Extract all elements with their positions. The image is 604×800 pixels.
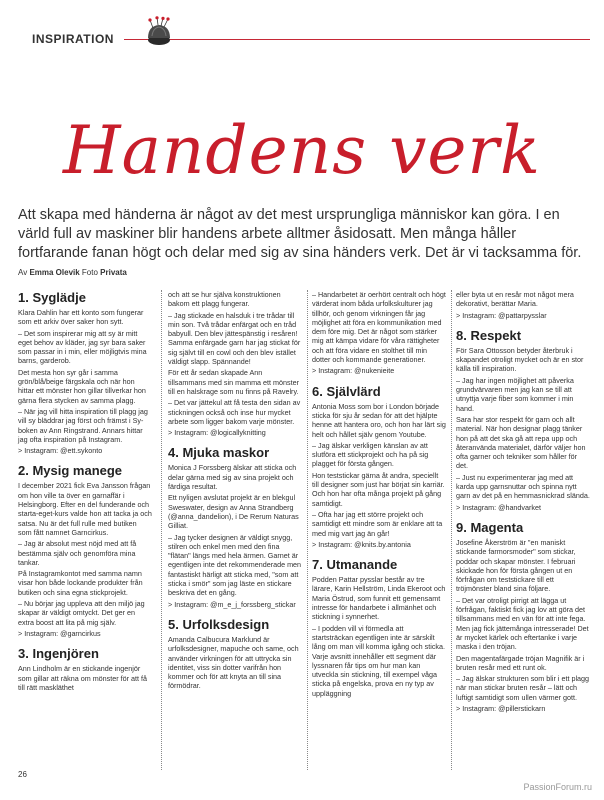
pincushion-icon [142,16,176,50]
body-paragraph: – Jag är absolut mest nöjd med att få bestämma själv och genomföra mina tankar. [18,539,137,567]
section-heading: 7. Utmanande [312,557,398,573]
instagram-handle: > Instagram: @m_e_j_forssberg_stickar [168,599,296,609]
body-paragraph: – Just nu experimenterar jag med att karda upp garnsnuttar och spinna nytt garn av det på en hemmasnickrad slända. [456,472,590,501]
body-paragraph: – Det som inspirerar mig att sy är mitt eget behov av kläder, jag syr bara saker som passar in i min, eller möjligtvis mina barns, garderob. [18,328,147,366]
body-paragraph: – Nu börjar jag uppleva att den miljö jag skapar är väldigt omtyckt. Det ger en extra boost att lita på mig själv. [18,599,145,627]
body-paragraph: – Det var otroligt pirrigt att lägga ut förfrågan, faktiskt fick jag lov att göra det tillsammans med en vän för att inte fega. Men jag fick jättemånga intresserade! Det är mycket kärlek och eftertanke i varje maska i den tröjan. [456,595,589,652]
section-heading: 5. Urfolksdesign [168,616,270,632]
body-paragraph: och att se hur själva konstruktionen bakom ett plagg fungerar. [168,290,281,309]
body-paragraph: – När jag vill hitta inspiration till plagg jag vill sy bläddrar jag först och främst i Sy-boken av Ann Ringstrand. Annars hittar jag ofta inspiration på Instagram. [18,406,148,444]
instagram-handle: > Instagram: @knits.by.antonia [312,539,411,549]
instagram-handle: > Instagram: @pattarpysslar [456,310,547,320]
article-column [456,290,590,717]
byline-author: Emma Olevik [29,268,80,277]
body-paragraph: Ett nyligen avslutat projekt är en blekgul Sweswater, design av Anna Strandberg (@anna_dandelion), i De Rerum Naturas Gilliat. [168,493,299,531]
body-paragraph: I december 2021 fick Eva Jansson frågan om hon ville ta över en garnaffär i Helsingborg. Efter en del funderande och starta-eget-kurs valde hon att tacka ja och satsa. Nu är det full rulle med butiken som fått namnet Garncirkus. [18,481,152,537]
intro-text: Att skapa med händerna är något av det mest ursprungliga människor kan göra. I en värld full av maskiner blir handens arbete alltmer åsidosatt. Men många håller fortfarande fanan högt och delar med sig av sina händers verk. Det är vi tacksamma för. [18,207,582,261]
body-paragraph: Hon teststickar gärna åt andra, speciellt till designer som just har börjat sin karriär. Och hon har ofta många projekt på gång samtidigt. [312,470,445,508]
section-lead: Antonia Moss som bor i London började sticka för sju år sedan för att det hjälpte henne att hantera oro, och hon har lärt sig helt och hållet själv genom Youtube. [312,401,446,439]
article-column [312,290,446,700]
body-paragraph: – Jag älskar verkligen känslan av att slutföra ett stickprojekt och ha på sig plagget för första gången. [312,440,429,469]
article-column [168,290,302,693]
section-heading: 2. Mysig manege [18,463,123,479]
instagram-handle: > Instagram: @nukenieite [312,366,395,376]
instagram-handle: > Instagram: @ett.sykonto [18,446,103,456]
section-lead: Podden Pattar pysslar består av tre lärare, Karin Hellström, Linda Ekeroot och Maria Östrud, som funnit ett gemensamt intresse för handarbete i allmänhet och stickning i synnerhet. [312,575,446,622]
instagram-handle: > Instagram: @garncirkus [18,628,101,638]
section-heading: 9. Magenta [456,519,524,535]
page-number: 26 [18,770,27,779]
section-heading: 4. Mjuka maskor [168,445,270,461]
body-paragraph: På Instagramkontot med samma namn visar hon både lockande produkter från butiken och sina egna stickprojekt. [18,569,143,597]
body-paragraph: Sara har stor respekt för garn och allt material. När hon designar plagg tänker hon på att det ska gå att repa upp och återanvända materialet, därför väljer hon ofta garner och tekniker som håller för det. [456,414,586,471]
section-heading: 3. Ingenjören [18,646,99,662]
header-bar [14,22,590,50]
body-paragraph: – Jag har ingen möjlighet att påverka grundvärvaren men jag kan se till att utnyttja varje fiber som kommer i min hand. [456,375,574,413]
body-paragraph: För ett år sedan skapade Ann tillsammans med sin mamma ett mönster till en halskrage som nu finns på Ravelry. [168,368,300,396]
body-paragraph: – Jag tycker designen är väldigt snygg, stilren och enkel men med den fina "flätan" längs med hela ärmen. Garnet är egentligen inte det rekommenderade men fantastiskt härligt att sticka med, "som att sticka i smör" som jag läste en stickare beskriva det en gång. [168,532,302,598]
section-heading: 8. Respekt [456,327,522,343]
body-paragraph: – I podden vill vi förmedla att startsträckan egentligen inte är särskilt lång om man vill komma igång och sticka. Varje avsnitt innehåller ett segment där lyssnaren får tips om hur man kan utveckla sin stickning, till exempel våga sticka på engelska, prova en ny typ av uppläggning [312,623,446,698]
body-paragraph: – Handarbetet är oerhört centralt och högt värderat inom båda urfolkskulturer jag tillhör, och genom virkningen får jag möjlighet att föra en kommunikation med dem före mig. Det är något som stärker mig att kämpa vidare för våra rättigheter och att föra vidare en stolthet till min dotter och kommande generationer. [312,290,446,365]
byline [18,268,127,277]
byline-photo: Privata [100,268,127,277]
body-paragraph: Det mesta hon syr går i samma grön/blå/beige färgskala och när hon hittar ett mönster hon gillar tillverkar hon gärna flera stycken av samma plagg. [18,367,146,405]
section-lead: För Sara Ottosson betyder återbruk i skapandet otroligt mycket och är en stor källa till inspiration. [456,345,584,374]
column-divider [161,290,162,770]
body-paragraph: eller byta ut en resår mot något mera dekorativt, berättar Maria. [456,290,574,309]
column-divider [307,290,308,770]
body-paragraph: Den magentafärgade tröjan Magnifik är i bruten resår med ett runt ok. [456,653,585,672]
body-paragraph: – Ofta har jag ett större projekt och samtidigt ett mindre som är enklare att ta med mig vart jag än går! [312,509,443,538]
section-label: INSPIRATION [32,32,114,46]
header-rule [124,39,590,40]
article-column [18,290,152,694]
section-lead: Amanda Calbucura Marklund är urfolksdesigner, mapuche och same, och använder virkningen för att uttrycka sin identitet, viss sin dotter varifrån hon kommer och för att knyta an till sina förmödrar. [168,634,299,691]
instagram-handle: > Instagram: @pillerstickarn [456,703,546,713]
section-lead: Monica J Forssberg älskar att sticka och delar gärna med sig av sina projekt och färdiga resultat. [168,463,297,492]
instagram-handle: > Instagram: @handvarket [456,502,542,512]
section-lead: Klara Dahlin har ett konto som fungerar som ett arkiv över saker hon sytt. [18,308,144,327]
article-columns [18,290,588,780]
section-lead: Ann Lindholm är en stickande ingenjör som gillar att räkna om mönster för att få till rätt maskläthet [18,664,148,692]
page-title: Handens verk [63,112,541,189]
section-heading: 6. Självlärd [312,383,381,399]
body-paragraph: – Det var jättekul att få testa den sidan av stickningen också och inse hur mycket arbete som ligger bakom varje mönster. [168,398,301,426]
column-divider [451,290,452,770]
body-paragraph: – Jag stickade en halsduk i tre trådar till min son. Två trådar enfärgat och en tråd babyull. Den blev jättespänstig i resåren! Samma enfärgade garn har jag stickat för sig självt till en cowl och den blev istället väldigt slapp. Spännande! [168,310,301,367]
body-paragraph: – Jag älskar strukturen som blir i ett plagg när man stickar bruten resår – lätt och luftigt samtidigt som ullen värmer gott. [456,674,590,702]
watermark: PassionForum.ru [523,782,592,792]
byline-prefix: Av [18,268,28,277]
instagram-handle: > Instagram: @logicallyknitting [168,428,266,438]
section-heading: 1. Syglädje [18,290,86,305]
byline-photo-label: Foto [81,268,98,277]
section-lead: Josefine Åkerström är "en maniskt stickande farmorsmoder" som stickar, poddar och skapar mönster. I februari skickade hon för första gången ut en förfrågan om teststickare till ett tröjmönster bland sina följare. [456,537,576,594]
